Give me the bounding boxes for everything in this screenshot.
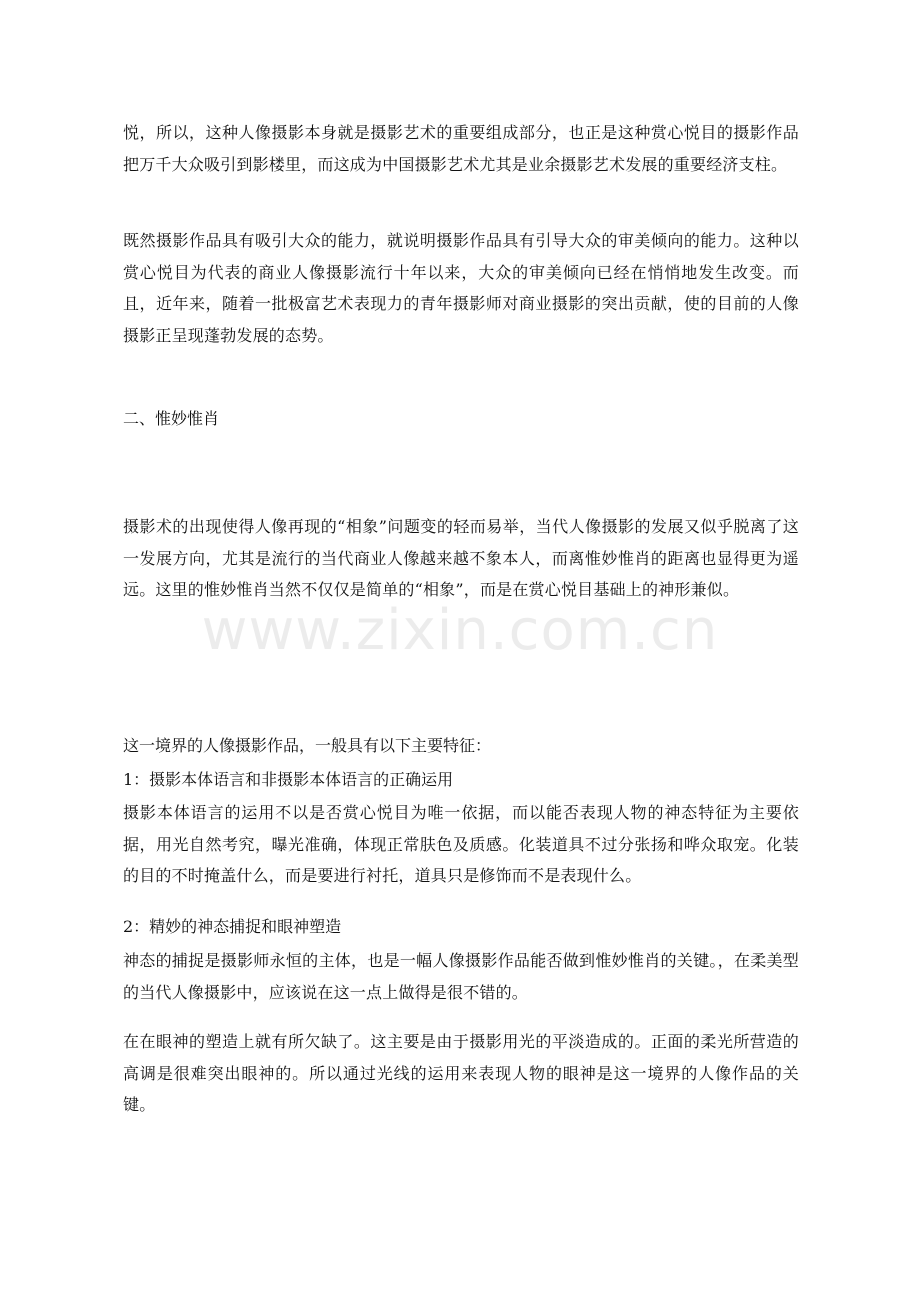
- paragraph-aesthetic-guidance: 既然摄影作品具有吸引大众的能力，就说明摄影作品具有引导大众的审美倾向的能力。这种以赏心悦目为代表的商业人像摄影流行十年以来，大众的审美倾向已经在悄悄地发生改变。而且，近年来，随着一批极富艺术表现力的青年摄影师对商业摄影的突出贡献，使的目前的人像摄影正呈现蓬勃发展的态势。: [123, 231, 799, 346]
- paragraph-likeness: 摄影术的出现使得人像再现的“相象”问题变的轻而易举，当代人像摄影的发展又似乎脱离了这一发展方向，尤其是流行的当代商业人像越来越不象本人，而离惟妙惟肖的距离也显得更为遥远。这里的惟妙惟肖当然不仅仅是简单的“相象”，而是在赏心悦目基础上的神形兼似。: [123, 517, 799, 600]
- paragraph-eye-shaping: 在在眼神的塑造上就有所欠缺了。这主要是由于摄影用光的平淡造成的。正面的柔光所营造的高调是很难突出眼神的。所以通过光线的运用来表现人物的眼神是这一境界的人像作品的关键。: [123, 1032, 799, 1115]
- list-item-heading-2: 2：精妙的神态捕捉和眼神塑造: [123, 917, 342, 936]
- section-heading-weimiao-weixiao: 二、惟妙惟肖: [123, 409, 220, 428]
- paragraph-intro-continued: 悦，所以，这种人像摄影本身就是摄影艺术的重要组成部分，也正是这种赏心悦目的摄影作品把万千大众吸引到影楼里，而这成为中国摄影艺术尤其是业余摄影艺术发展的重要经济支柱。: [123, 123, 799, 174]
- list-item-heading-1: 1：摄影本体语言和非摄影本体语言的正确运用: [123, 770, 454, 789]
- watermark: www.zixin.com.cn: [201, 598, 719, 663]
- paragraph-photo-language: 摄影本体语言的运用不以是否赏心悦目为唯一依据，而以能否表现人物的神态特征为主要依据，用光自然考究，曝光准确，体现正常肤色及质感。化装道具不过分张扬和哗众取宠。化装的目的不时掩盖什么，而是要进行衬托，道具只是修饰而不是表现什么。: [123, 803, 799, 886]
- paragraph-features-intro: 这一境界的人像摄影作品，一般具有以下主要特征：: [123, 736, 492, 755]
- paragraph-expression-capture: 神态的捕捉是摄影师永恒的主体，也是一幅人像摄影作品能否做到惟妙惟肖的关键。，在柔美型的当代人像摄影中，应该说在这一点上做得是很不错的。: [123, 951, 799, 1002]
